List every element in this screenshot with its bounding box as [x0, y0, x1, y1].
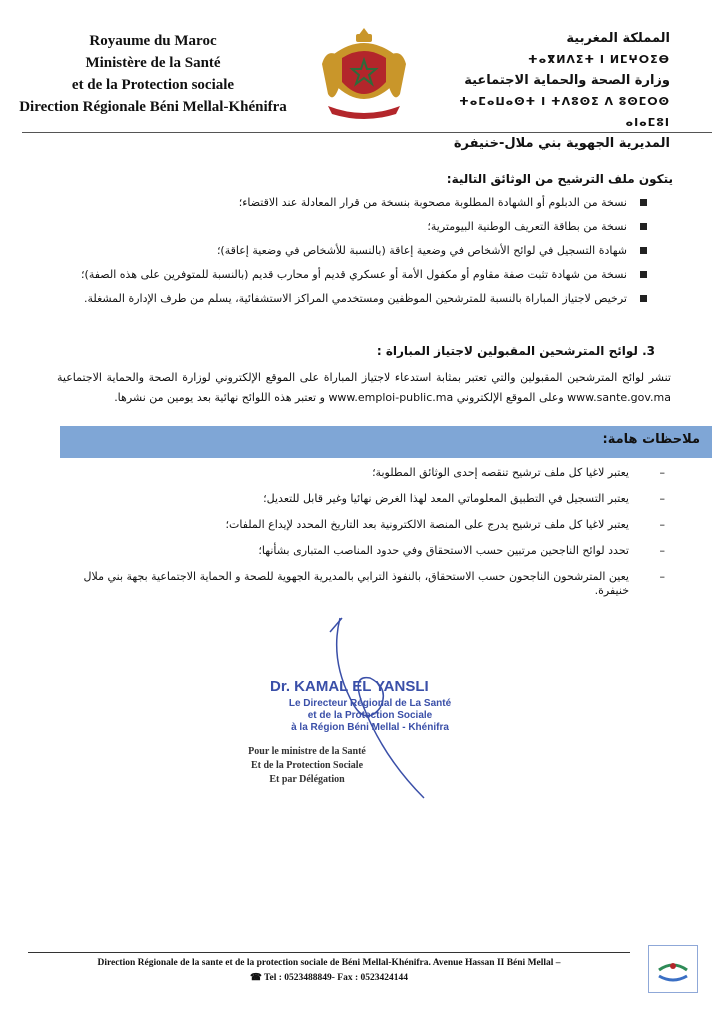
footer-divider: [28, 952, 630, 953]
section3-heading: 3. لوائح المترشحين المقبولين لاجتياز المباراة :: [376, 344, 655, 358]
delegation-line: Et de la Protection Sociale: [250, 760, 364, 771]
documents-title: يتكون ملف الترشيح من الوثائق التالية:: [446, 172, 673, 186]
header-kingdom-ar: المملكة المغربية: [566, 31, 670, 46]
stamp-line: et de la Protection Sociale: [307, 710, 433, 721]
header-divider: [22, 132, 712, 133]
delegation-line: Et par Délégation: [269, 774, 345, 785]
header-ministry-fr: Ministère de la Santé: [85, 55, 221, 71]
delegation-line: Pour le ministre de la Santé: [248, 746, 366, 757]
note-item: – يعتبر لاغيا كل ملف ترشيح تنقصه إحدى الوثائق المطلوبة؛: [55, 466, 665, 480]
header-direction-fr: Direction Régionale Béni Mellal-Khénifra: [19, 99, 287, 115]
stamp-line: à la Région Béni Mellal - Khénifra: [291, 722, 449, 733]
header-ministry-ar: وزارة الصحة والحماية الاجتماعية: [464, 73, 670, 88]
document-item: ترخيص لاجتياز المباراة بالنسبة للمترشحين الموظفين ومستخدمي المراكز الاستشفائية، يسلم من طرف الإدارة المشغلة.: [47, 292, 647, 306]
document-item: نسخة من بطاقة التعريف الوطنية البيومترية؛: [47, 220, 647, 234]
documents-list: [47, 196, 647, 316]
notes-title: ملاحظات هامة:: [602, 432, 700, 447]
document-item: نسخة من شهادة تثبت صفة مقاوم أو مكفول الأمة أو عسكري قديم أو محارب قديم (بالنسبة للمتوفرين على هذه الصفة)؛: [47, 268, 647, 282]
stamp-name: Dr. KAMAL EL YANSLI: [270, 678, 429, 695]
footer-contact: ☎ Tel : 0523488849- Fax : 0523424144: [249, 973, 409, 983]
note-item: – يعين المترشحون الناجحون حسب الاستحقاق، بالنفوذ الترابي بالمديرية الجهوية للصحة و الحماية الاجتماعية بجهة بني ملال خنيفرة.: [55, 570, 665, 598]
header-arabic: [440, 28, 670, 154]
header-kingdom-fr: Royaume du Maroc: [89, 33, 217, 49]
stamp-line: Le Directeur Régional de La Santé: [288, 698, 452, 709]
ministry-logo-icon: [648, 945, 698, 993]
header-direction-ar: المديرية الجهوية بني ملال-خنيفرة: [453, 136, 670, 151]
royal-emblem-icon: [318, 24, 410, 124]
header-kingdom-tifinagh: ⵜⴰⴳⵍⴷⵉⵜ ⵏ ⵍⵎⵖⵔⵉⴱ: [527, 53, 670, 66]
note-item: – يعتبر لاغيا كل ملف ترشيح يدرج على المنصة الالكترونية بعد التاريخ المحدد لإيداع الملفات؛: [55, 518, 665, 532]
document-item: نسخة من الدبلوم أو الشهادة المطلوبة مصحوبة بنسخة من قرار المعادلة عند الاقتضاء؛: [47, 196, 647, 210]
section3-paragraph: تنشر لوائح المترشحين المقبولين والتي تعتبر بمثابة استدعاء لاجتياز المباراة على الموقع الإلكتروني لوزارة الصحة والحماية الاجتماعية www.sante.gov.ma وعلى الموقع الإلكتروني www.emploi-public.ma و تعتبر هذه اللوائح نهائية بعد يومين من نشرها.: [57, 371, 671, 404]
note-item: – يعتبر التسجيل في التطبيق المعلوماتي المعد لهذا الغرض نهائيا وغير قابل للتعديل؛: [55, 492, 665, 506]
header-french: [18, 30, 288, 118]
note-item: – تحدد لوائح الناجحين مرتبين حسب الاستحقاق وفي حدود المناصب المتبارى بشأنها؛: [55, 544, 665, 558]
header-ministry-tifinagh: ⵜⴰⵎⴰⵡⴰⵙⵜ ⵏ ⵜⴷⵓⵙⵉ ⴷ ⵓⵙⵎⵔⵙ ⴰⵏⴰⵎⵓⵏ: [459, 95, 670, 129]
footer-address: Direction Régionale de la sante et de la protection sociale de Béni Mellal-Khénifra. Avenue Hassan II Béni Mellal –: [97, 958, 561, 968]
header-ministry-fr-2: et de la Protection sociale: [71, 77, 235, 93]
notes-band: [60, 426, 712, 458]
document-item: شهادة التسجيل في لوائح الأشخاص في وضعية إعاقة (بالنسبة للأشخاص في وضعية إعاقة)؛: [47, 244, 647, 258]
notes-list: [55, 466, 665, 610]
